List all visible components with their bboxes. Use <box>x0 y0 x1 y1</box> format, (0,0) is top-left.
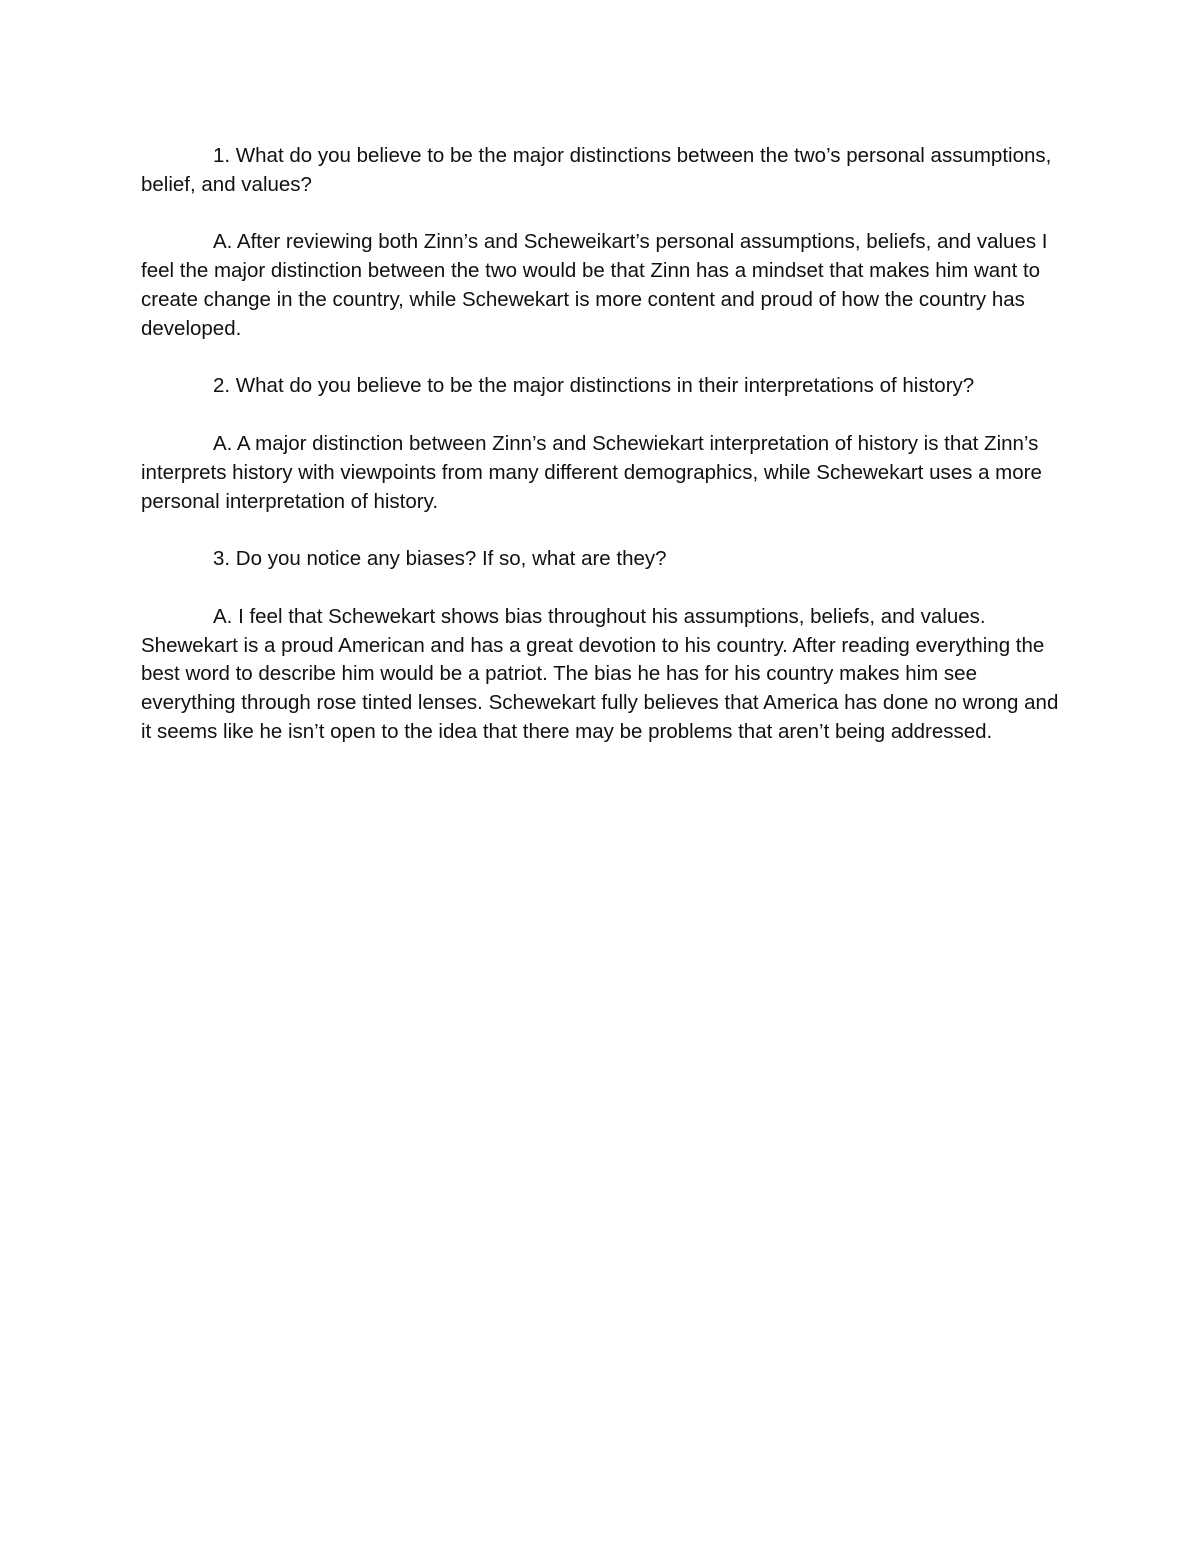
question-2: 2. What do you believe to be the major distinctions in their interpretations of history? <box>213 374 975 398</box>
answer-2: A. A major distinction between Zinn’s and Schewiekart interpretation of history is that Zinn’s interprets history with viewpoints from many different demographics, while Schewekart uses a more personal interpretation of history. <box>141 431 1042 513</box>
document-body <box>141 142 1066 776</box>
question-3: 3. Do you notice any biases? If so, what are they? <box>213 547 667 571</box>
answer-1: A. After reviewing both Zinn’s and Scheweikart’s personal assumptions, beliefs, and values I feel the major distinction between the two would be that Zinn has a mindset that makes him want to create change in the country, while Schewekart is more content and proud of how the country has developed. <box>141 230 1048 340</box>
answer-3: A. I feel that Schewekart shows bias throughout his assumptions, beliefs, and values. Shewekart is a proud American and has a great devotion to his country. After reading everything the best word to describe him would be a patriot. The bias he has for his country makes him see everything through rose tinted lenses. Schewekart fully believes that America has done no wrong and it seems like he isn’t open to the idea that there may be problems that aren’t being addressed. <box>141 604 1059 743</box>
question-1: 1. What do you believe to be the major distinctions between the two’s personal assumptions, belief, and values? <box>141 144 1052 196</box>
